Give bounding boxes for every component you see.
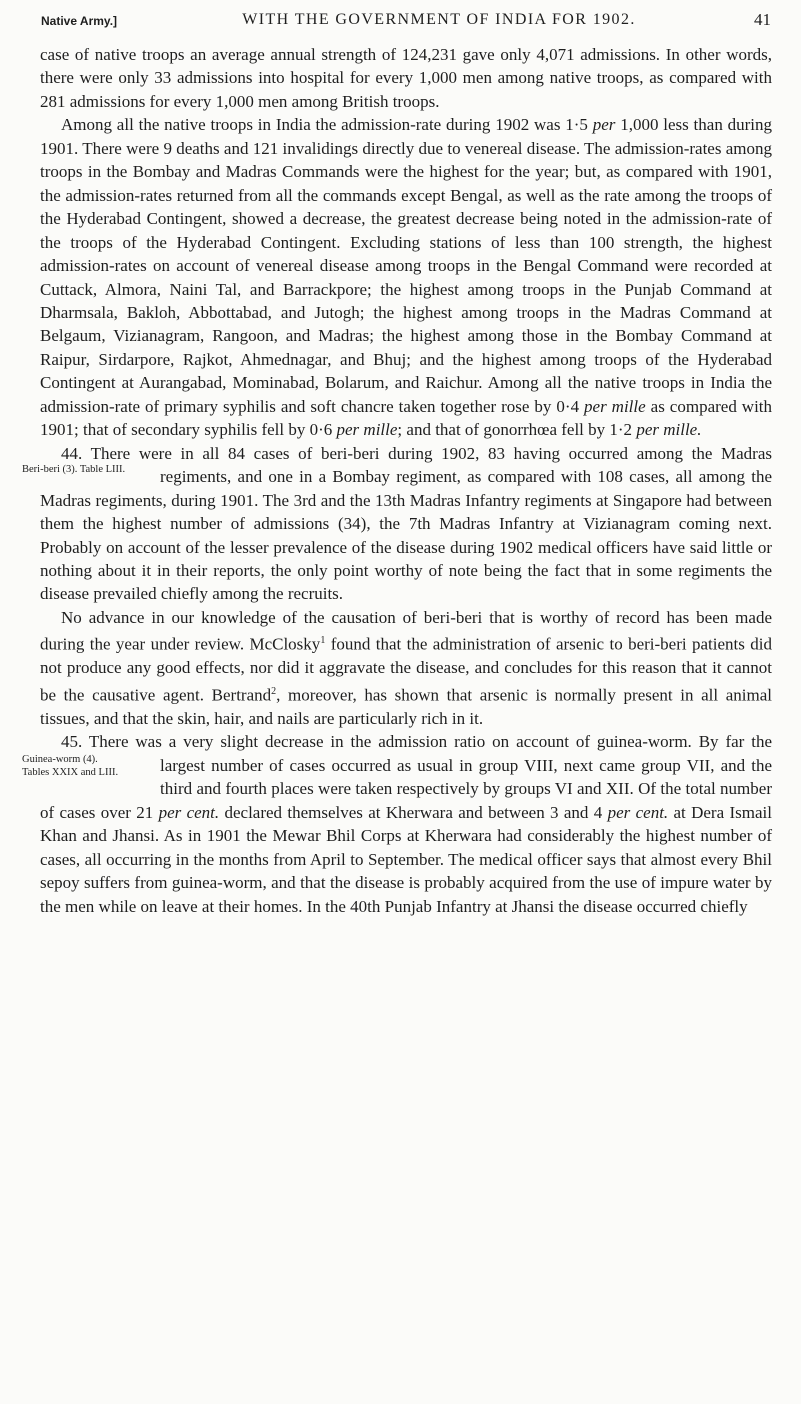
paragraph-45-guinea-worm: 45. There was a very slight decrease in the admission ratio on account of guinea-worm. By far the largest number of cases occurred as usual in group VIII, next came group VII, and the third and fourth places were taken respectively by groups VI and XII. Of the total number of cases over 21 per cent. declared themselves at Kherwara and between 3 and 4 per cent. at Dera Ismail Khan and Jhansi. As in 1901 the Mewar Bhil Corps at Kherwara had considerably the highest number of cases, all occurring in the months from April to September. The medical officer says that almost every Bhil sepoy suffers from guinea-worm, and that the disease is probably acquired from the use of impure water by the men while on leave at their homes. In the 40th Punjab Infantry at Jhansi the disease occurred chiefly	[40, 732, 772, 916]
sidenote-guinea-worm: Guinea-worm (4). Tables XXIX and LIII.	[22, 754, 119, 779]
paragraph-venereal: Among all the native troops in India the admission-rate during 1902 was 1·5 per 1,000 less than during 1901. There were 9 deaths and 121 invalidings directly due to venereal disease. The admission-rates among troops in the Bombay and Madras Commands were the highest for the year; but, as compared with 1901, the admission-rates returned from all the commands except Bengal, as well as the rate among the troops of the Hyderabad Contingent, showed a decrease, the greatest decrease being noted in the admission-rate of the troops of the Hyderabad Contingent. Excluding stations of less than 100 strength, the highest admission-rates on account of venereal disease among troops in the Bengal Command were recorded at Cuttack, Almora, Naini Tal, and Barrackpore; the highest among troops in the Punjab Command at Dharmsala, Bakloh, Abbottabad, and Jutogh; the highest among troops in the Madras Command at Belgaum, Vizianagram, Rangoon, and Madras; the highest among those in the Bombay Command at Raipur, Sirdarpore, Rajkot, Ahmednagar, and Bhuj; and the highest among troops of the Hyderabad Contingent at Aurangabad, Mominabad, Bolarum, and Raichur. Among all the native troops in India the admission-rate of primary syphilis and soft chancre taken together rose by 0·4 per mille as compared with 1901; that of secondary syphilis fell by 0·6 per mille; and that of gonorrhœa fell by 1·2 per mille.	[40, 115, 773, 440]
footnote-ref-1: 1	[320, 635, 326, 647]
running-head-title: WITH THE GOVERNMENT OF INDIA FOR 1902.	[242, 11, 636, 28]
footnote-ref-2: 2	[271, 685, 277, 697]
page-body	[22, 43, 773, 918]
sidenote-beriberi: Beri-beri (3). Table LIII.	[22, 463, 126, 475]
page-number: 41	[754, 10, 771, 29]
running-header	[41, 10, 771, 32]
paragraph-continuation: case of native troops an average annual strength of 124,231 gave only 4,071 admissions. In other words, there were only 33 admissions into hospital for every 1,000 men among native troops, as compared with 281 admissions for every 1,000 men among British troops.	[40, 45, 772, 111]
paragraph-beriberi-causation: No advance in our knowledge of the causation of beri-beri that is worthy of record has been made during the year under review. McClosky$^1$ found that the administration of arsenic to beri-beri patients did not produce any good effects, nor did it aggravate the disease, and concludes for this reason that it cannot be the causative agent. Bertrand$^2$, moreover, has shown that arsenic is normally present in all animal tissues, and that the skin, hair, and nails are particularly rich in it.	[40, 607, 772, 728]
paragraph-44-beriberi: 44. There were in all 84 cases of beri-beri during 1902, 83 having occurred among the Madras regiments, and one in a Bombay regiment, as compared with 108 cases, all among the Madras regiments, during 1901. The 3rd and the 13th Madras Infantry regiments at Singapore had between them the highest number of admissions (34), the 7th Madras Infantry at Vizianagram coming next. Probably on account of the lesser prevalence of the disease during 1902 medical officers have said little or nothing about it in their reports, the only point worthy of note being the fact that in some regiments the disease prevailed chiefly among the recruits.	[40, 443, 772, 604]
running-head-left: Native Army.]	[41, 14, 118, 28]
